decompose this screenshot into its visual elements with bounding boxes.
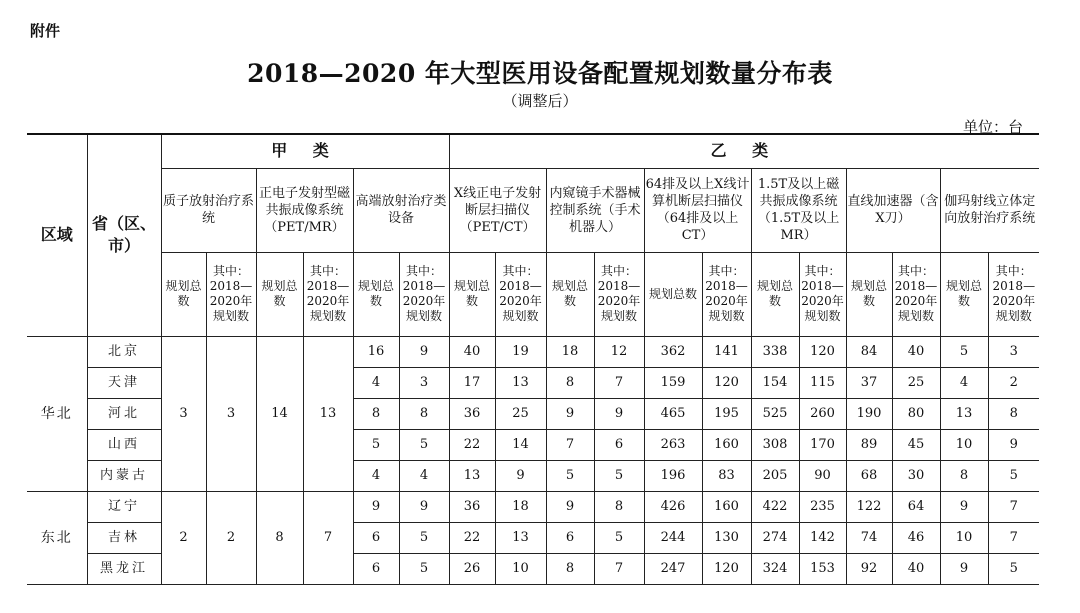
value-cell: 90: [799, 460, 846, 491]
sub-header-total: 规划总数: [256, 252, 303, 336]
group-a-value-cell: 3: [161, 336, 206, 491]
region-cell: 华北: [27, 336, 87, 491]
value-cell: 130: [702, 522, 751, 553]
value-cell: 80: [892, 398, 940, 429]
sub-header-period: 其中：2018—2020年规划数: [399, 252, 449, 336]
value-cell: 19: [495, 336, 546, 367]
group-a-value-cell: 7: [303, 491, 353, 584]
value-cell: 160: [702, 491, 751, 522]
value-cell: 7: [594, 553, 644, 584]
value-cell: 5: [988, 553, 1039, 584]
province-cell: 山西: [87, 429, 161, 460]
value-cell: 324: [751, 553, 799, 584]
value-cell: 36: [449, 398, 495, 429]
sub-header-period: 其中：2018—2020年规划数: [799, 252, 846, 336]
value-cell: 25: [495, 398, 546, 429]
value-cell: 8: [546, 553, 594, 584]
value-cell: 6: [546, 522, 594, 553]
value-cell: 5: [399, 522, 449, 553]
device-header: 1.5T及以上磁共振成像系统（1.5T及以上 MR）: [751, 168, 846, 252]
value-cell: 4: [353, 460, 399, 491]
value-cell: 159: [644, 367, 702, 398]
value-cell: 5: [399, 429, 449, 460]
value-cell: 3: [399, 367, 449, 398]
value-cell: 154: [751, 367, 799, 398]
value-cell: 141: [702, 336, 751, 367]
sub-header-total: 规划总数: [546, 252, 594, 336]
value-cell: 84: [846, 336, 892, 367]
value-cell: 465: [644, 398, 702, 429]
sub-header-period: 其中：2018—2020年规划数: [988, 252, 1039, 336]
value-cell: 5: [353, 429, 399, 460]
value-cell: 247: [644, 553, 702, 584]
group-a-value-cell: 8: [256, 491, 303, 584]
value-cell: 115: [799, 367, 846, 398]
province-cell: 辽宁: [87, 491, 161, 522]
group-a-value-cell: 3: [206, 336, 256, 491]
table-row: [27, 336, 1039, 367]
value-cell: 9: [495, 460, 546, 491]
unit-label: 单位：台: [962, 118, 1023, 136]
value-cell: 9: [399, 491, 449, 522]
value-cell: 7: [546, 429, 594, 460]
value-cell: 64: [892, 491, 940, 522]
value-cell: 5: [399, 553, 449, 584]
sub-header-total: 规划总数: [353, 252, 399, 336]
value-cell: 426: [644, 491, 702, 522]
value-cell: 8: [546, 367, 594, 398]
value-cell: 10: [940, 522, 988, 553]
attachment-label: 附件: [30, 22, 61, 40]
value-cell: 6: [353, 553, 399, 584]
value-cell: 5: [594, 522, 644, 553]
group-a-value-cell: 2: [161, 491, 206, 584]
province-cell: 北京: [87, 336, 161, 367]
value-cell: 26: [449, 553, 495, 584]
sub-header-total: 规划总数: [449, 252, 495, 336]
value-cell: 74: [846, 522, 892, 553]
value-cell: 525: [751, 398, 799, 429]
value-cell: 10: [940, 429, 988, 460]
device-header: 伽玛射线立体定向放射治疗系统: [940, 168, 1039, 252]
value-cell: 40: [449, 336, 495, 367]
value-cell: 10: [495, 553, 546, 584]
device-header: 正电子发射型磁共振成像系统（PET/MR）: [256, 168, 353, 252]
value-cell: 4: [940, 367, 988, 398]
value-cell: 14: [495, 429, 546, 460]
value-cell: 13: [940, 398, 988, 429]
value-cell: 7: [988, 522, 1039, 553]
value-cell: 8: [940, 460, 988, 491]
table-row: [27, 491, 1039, 522]
value-cell: 274: [751, 522, 799, 553]
value-cell: 362: [644, 336, 702, 367]
value-cell: 18: [495, 491, 546, 522]
header-group-b: 乙 类: [449, 134, 1039, 168]
page-title: 2018—2020 年大型医用设备配置规划数量分布表: [247, 59, 833, 88]
value-cell: 153: [799, 553, 846, 584]
device-header: 内窥镜手术器械控制系统（手术机器人）: [546, 168, 644, 252]
value-cell: 18: [546, 336, 594, 367]
value-cell: 46: [892, 522, 940, 553]
equipment-distribution-table: [27, 133, 1039, 585]
value-cell: 3: [988, 336, 1039, 367]
value-cell: 120: [799, 336, 846, 367]
value-cell: 190: [846, 398, 892, 429]
value-cell: 170: [799, 429, 846, 460]
value-cell: 12: [594, 336, 644, 367]
value-cell: 142: [799, 522, 846, 553]
value-cell: 9: [546, 398, 594, 429]
province-cell: 黑龙江: [87, 553, 161, 584]
value-cell: 8: [988, 398, 1039, 429]
value-cell: 195: [702, 398, 751, 429]
value-cell: 338: [751, 336, 799, 367]
value-cell: 5: [940, 336, 988, 367]
device-header: 质子放射治疗系统: [161, 168, 256, 252]
sub-header-total: 规划总数: [161, 252, 206, 336]
value-cell: 40: [892, 336, 940, 367]
value-cell: 40: [892, 553, 940, 584]
region-cell: 东北: [27, 491, 87, 584]
value-cell: 25: [892, 367, 940, 398]
value-cell: 5: [594, 460, 644, 491]
value-cell: 6: [594, 429, 644, 460]
value-cell: 68: [846, 460, 892, 491]
sub-header-total: 规划总数: [644, 252, 702, 336]
value-cell: 120: [702, 367, 751, 398]
sub-header-total: 规划总数: [751, 252, 799, 336]
value-cell: 5: [546, 460, 594, 491]
sub-header-period: 其中：2018—2020年规划数: [702, 252, 751, 336]
value-cell: 9: [940, 491, 988, 522]
value-cell: 9: [399, 336, 449, 367]
value-cell: 308: [751, 429, 799, 460]
header-region: 区域: [27, 134, 87, 336]
sub-header-period: 其中：2018—2020年规划数: [594, 252, 644, 336]
value-cell: 6: [353, 522, 399, 553]
sub-header-period: 其中：2018—2020年规划数: [206, 252, 256, 336]
value-cell: 36: [449, 491, 495, 522]
value-cell: 7: [594, 367, 644, 398]
group-a-value-cell: 2: [206, 491, 256, 584]
header-group-a: 甲 类: [161, 134, 449, 168]
value-cell: 120: [702, 553, 751, 584]
device-header: 直线加速器（含X刀）: [846, 168, 940, 252]
value-cell: 30: [892, 460, 940, 491]
value-cell: 89: [846, 429, 892, 460]
sub-header-period: 其中：2018—2020年规划数: [495, 252, 546, 336]
value-cell: 45: [892, 429, 940, 460]
value-cell: 13: [449, 460, 495, 491]
value-cell: 22: [449, 429, 495, 460]
province-cell: 天津: [87, 367, 161, 398]
value-cell: 263: [644, 429, 702, 460]
device-header: 64排及以上X线计算机断层扫描仪（64排及以上CT）: [644, 168, 751, 252]
value-cell: 196: [644, 460, 702, 491]
value-cell: 235: [799, 491, 846, 522]
value-cell: 8: [594, 491, 644, 522]
value-cell: 13: [495, 522, 546, 553]
value-cell: 17: [449, 367, 495, 398]
sub-header-period: 其中：2018—2020年规划数: [892, 252, 940, 336]
value-cell: 122: [846, 491, 892, 522]
value-cell: 37: [846, 367, 892, 398]
sub-header-total: 规划总数: [846, 252, 892, 336]
value-cell: 92: [846, 553, 892, 584]
value-cell: 9: [353, 491, 399, 522]
sub-header-total: 规划总数: [940, 252, 988, 336]
sub-header-period: 其中：2018—2020年规划数: [303, 252, 353, 336]
value-cell: 244: [644, 522, 702, 553]
device-header: X线正电子发射断层扫描仪（PET/CT）: [449, 168, 546, 252]
province-cell: 内蒙古: [87, 460, 161, 491]
group-a-value-cell: 14: [256, 336, 303, 491]
province-cell: 吉林: [87, 522, 161, 553]
value-cell: 9: [594, 398, 644, 429]
value-cell: 160: [702, 429, 751, 460]
value-cell: 22: [449, 522, 495, 553]
page-subtitle: （调整后）: [502, 92, 578, 110]
value-cell: 2: [988, 367, 1039, 398]
province-cell: 河北: [87, 398, 161, 429]
value-cell: 260: [799, 398, 846, 429]
value-cell: 8: [399, 398, 449, 429]
value-cell: 5: [988, 460, 1039, 491]
value-cell: 83: [702, 460, 751, 491]
value-cell: 205: [751, 460, 799, 491]
value-cell: 9: [546, 491, 594, 522]
value-cell: 4: [353, 367, 399, 398]
header-province: 省（区、市）: [87, 134, 161, 336]
value-cell: 13: [495, 367, 546, 398]
group-a-value-cell: 13: [303, 336, 353, 491]
value-cell: 4: [399, 460, 449, 491]
value-cell: 8: [353, 398, 399, 429]
value-cell: 9: [940, 553, 988, 584]
device-header: 高端放射治疗类设备: [353, 168, 449, 252]
value-cell: 9: [988, 429, 1039, 460]
value-cell: 7: [988, 491, 1039, 522]
value-cell: 422: [751, 491, 799, 522]
value-cell: 16: [353, 336, 399, 367]
